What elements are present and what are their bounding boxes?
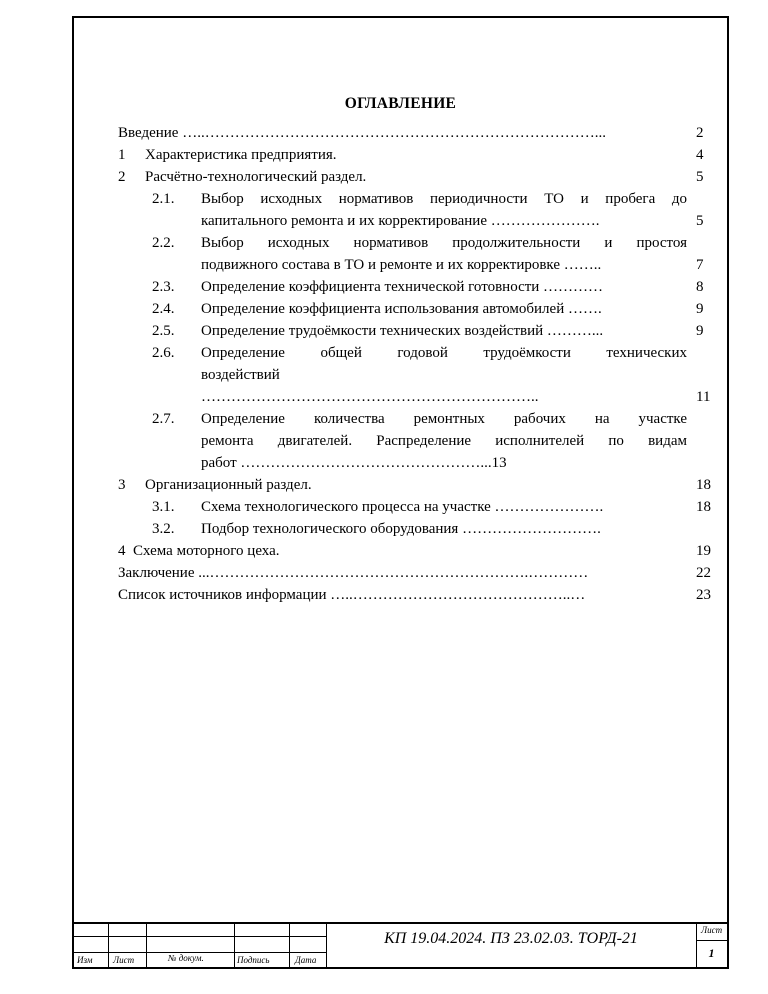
toc-entry-text: Характеристика предприятия.	[145, 147, 337, 163]
stamp-label-date: Дата	[295, 955, 317, 965]
toc-entry-number: 3.1.	[152, 499, 175, 515]
toc-page-number: 11	[696, 389, 711, 405]
toc-page-number: 2	[696, 125, 704, 141]
stamp-top-line	[74, 922, 727, 924]
toc-page-number: 9	[696, 323, 704, 339]
toc-entry-text: Подбор технологического оборудования ……………………….	[201, 521, 601, 537]
toc-page-number: 19	[696, 543, 711, 559]
toc-entry-text: Заключение ...……………………………………………………….…………	[118, 565, 589, 581]
page-frame	[72, 16, 729, 969]
toc-entry-text-line: ремонта двигателей. Распределение исполнителей по видам	[201, 433, 687, 449]
toc-page-number: 5	[696, 213, 704, 229]
toc-page-number: 18	[696, 499, 711, 515]
toc-entry-text-line: работ …………………………………………...13	[201, 455, 507, 471]
toc-page-number: 8	[696, 279, 704, 295]
toc-entry-text-line: Выбор исходных нормативов периодичности ТО и пробега до	[201, 191, 687, 207]
document-code: КП 19.04.2024. ПЗ 23.02.03. ТОРД-21	[384, 930, 638, 947]
stamp-col-line	[234, 922, 235, 967]
toc-entry-text-line: воздействий	[201, 367, 280, 383]
toc-page-number: 23	[696, 587, 711, 603]
toc-entry-text: Список источников информации …..……………………………………..…	[118, 587, 586, 603]
stamp-sheet-label: Лист	[701, 925, 723, 935]
toc-entry-text: Определение трудоёмкости технических воздействий ………...	[201, 323, 604, 339]
toc-entry-text-line: подвижного состава в ТО и ремонте и их корректировке ……..	[201, 257, 602, 273]
toc-title: ОГЛАВЛЕНИЕ	[344, 95, 457, 112]
toc-entry-text-line: Определение общей годовой трудоёмкости технических	[201, 345, 687, 361]
stamp-label-change: Изм	[77, 955, 93, 965]
toc-entry-text: Определение коэффициента использования автомобилей …….	[201, 301, 602, 317]
toc-page-number: 22	[696, 565, 711, 581]
toc-entry-number: 2.1.	[152, 191, 175, 207]
toc-entry-number: 2.2.	[152, 235, 175, 251]
title-block-stamp	[74, 922, 727, 967]
toc-entry-text-line: капитального ремонта и их корректирование ………………….	[201, 213, 600, 229]
sheet-number: 1	[708, 946, 715, 960]
toc-page-number: 18	[696, 477, 711, 493]
toc-entry-number: 2.4.	[152, 301, 175, 317]
toc-entry-number: 3	[118, 477, 126, 493]
stamp-label-doc-number: № докум.	[168, 953, 204, 963]
toc-entry-text-line: Определение количества ремонтных рабочих на участке	[201, 411, 687, 427]
toc-entry-number: 2.3.	[152, 279, 175, 295]
toc-page-number: 9	[696, 301, 704, 317]
toc-entry-number: 3.2.	[152, 521, 175, 537]
toc-page-number: 5	[696, 169, 704, 185]
toc-entry-number: 1	[118, 147, 126, 163]
toc-page-number: 4	[696, 147, 704, 163]
toc-entry-text-line: …………………………………………………………..	[201, 389, 539, 405]
toc-entry-text: Определение коэффициента технической готовности …………	[201, 279, 604, 295]
toc-entry-number: 2	[118, 169, 126, 185]
stamp-label-sheet: Лист	[113, 955, 135, 965]
stamp-col-line	[289, 922, 290, 967]
toc-entry-text: Схема технологического процесса на участке ………………….	[201, 499, 604, 515]
stamp-sheet-line	[696, 940, 727, 941]
toc-entry-text: Схема моторного цеха.	[133, 543, 280, 559]
toc-entry-text: Введение …..……………………………………………………………………...	[118, 125, 606, 141]
stamp-col-line	[108, 922, 109, 967]
toc-entry-text-line: Выбор исходных нормативов продолжительности и простоя	[201, 235, 687, 251]
toc-entry-number: 4	[118, 543, 126, 559]
toc-page-number: 7	[696, 257, 704, 273]
toc-entry-text: Организационный раздел.	[145, 477, 312, 493]
stamp-label-signature: Подпись	[237, 955, 270, 965]
toc-entry-text: Расчётно-технологический раздел.	[145, 169, 367, 185]
toc-entry-number: 2.7.	[152, 411, 175, 427]
toc-entry-number: 2.6.	[152, 345, 175, 361]
toc-entry-number: 2.5.	[152, 323, 175, 339]
stamp-col-line	[146, 922, 147, 967]
